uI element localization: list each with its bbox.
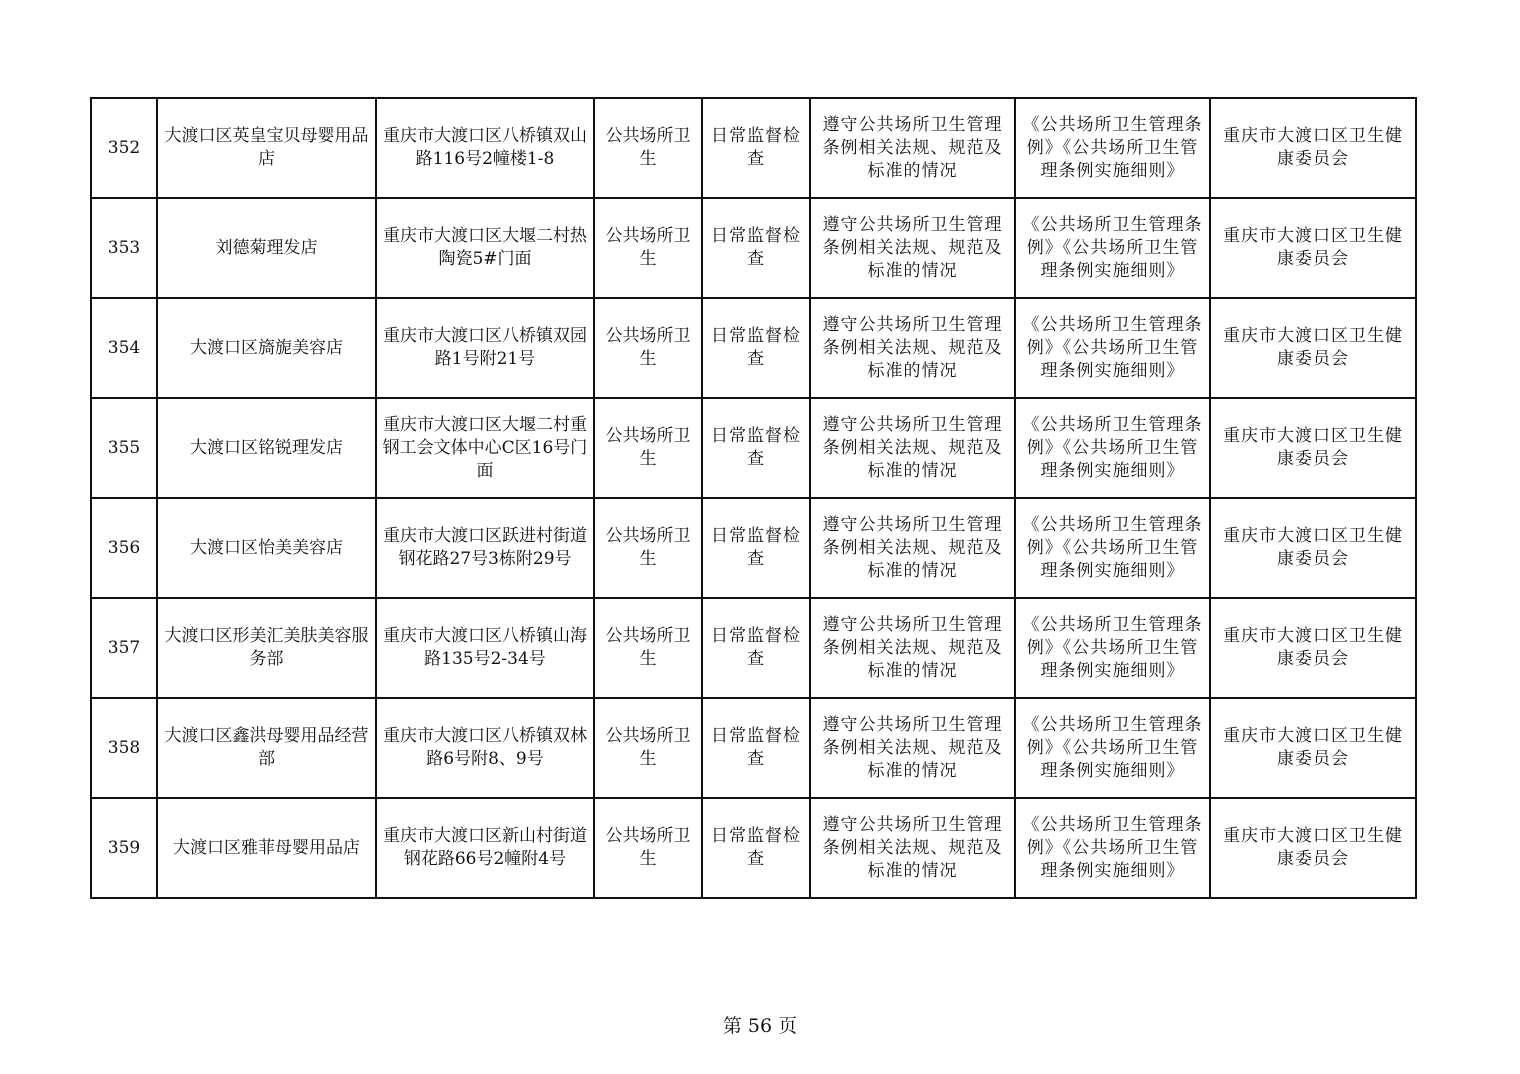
inspection-method-cell: 日常监督检查	[702, 398, 810, 498]
establishment-address-cell: 重庆市大渡口区新山村街道钢花路66号2幢附4号	[376, 798, 594, 898]
establishment-address-cell: 重庆市大渡口区跃进村街道钢花路27号3栋附29号	[376, 498, 594, 598]
inspection-category-cell: 公共场所卫生	[594, 298, 702, 398]
inspecting-authority-cell: 重庆市大渡口区卫生健康委员会	[1210, 98, 1416, 198]
legal-basis-cell: 《公共场所卫生管理条例》《公共场所卫生管理条例实施细则》	[1015, 598, 1210, 698]
inspection-category-cell: 公共场所卫生	[594, 98, 702, 198]
inspection-method-cell: 日常监督检查	[702, 198, 810, 298]
establishment-name-cell: 大渡口区鑫洪母婴用品经营部	[157, 698, 376, 798]
row-number-cell: 353	[91, 198, 157, 298]
establishment-name-cell: 大渡口区形美汇美肤美容服务部	[157, 598, 376, 698]
table-row	[91, 298, 1416, 398]
inspecting-authority-cell: 重庆市大渡口区卫生健康委员会	[1210, 798, 1416, 898]
row-number-cell: 358	[91, 698, 157, 798]
inspection-method-cell: 日常监督检查	[702, 298, 810, 398]
establishment-address-cell: 重庆市大渡口区大堰二村重钢工会文体中心C区16号门面	[376, 398, 594, 498]
establishment-name-cell: 大渡口区雅菲母婴用品店	[157, 798, 376, 898]
inspection-content-cell: 遵守公共场所卫生管理条例相关法规、规范及标准的情况	[810, 498, 1015, 598]
inspection-method-cell: 日常监督检查	[702, 598, 810, 698]
table-row	[91, 798, 1416, 898]
table-row	[91, 698, 1416, 798]
inspection-category-cell: 公共场所卫生	[594, 498, 702, 598]
inspection-method-cell: 日常监督检查	[702, 98, 810, 198]
establishment-address-cell: 重庆市大渡口区八桥镇山海路135号2-34号	[376, 598, 594, 698]
inspection-method-cell: 日常监督检查	[702, 798, 810, 898]
establishment-address-cell: 重庆市大渡口区八桥镇双林路6号附8、9号	[376, 698, 594, 798]
inspection-content-cell: 遵守公共场所卫生管理条例相关法规、规范及标准的情况	[810, 198, 1015, 298]
table-body	[91, 98, 1416, 898]
inspection-content-cell: 遵守公共场所卫生管理条例相关法规、规范及标准的情况	[810, 598, 1015, 698]
inspecting-authority-cell: 重庆市大渡口区卫生健康委员会	[1210, 398, 1416, 498]
legal-basis-cell: 《公共场所卫生管理条例》《公共场所卫生管理条例实施细则》	[1015, 398, 1210, 498]
table-row	[91, 498, 1416, 598]
establishment-address-cell: 重庆市大渡口区八桥镇双山路116号2幢楼1-8	[376, 98, 594, 198]
inspection-category-cell: 公共场所卫生	[594, 698, 702, 798]
row-number-cell: 356	[91, 498, 157, 598]
table-row	[91, 598, 1416, 698]
inspecting-authority-cell: 重庆市大渡口区卫生健康委员会	[1210, 698, 1416, 798]
inspection-category-cell: 公共场所卫生	[594, 198, 702, 298]
legal-basis-cell: 《公共场所卫生管理条例》《公共场所卫生管理条例实施细则》	[1015, 698, 1210, 798]
inspecting-authority-cell: 重庆市大渡口区卫生健康委员会	[1210, 498, 1416, 598]
establishment-address-cell: 重庆市大渡口区大堰二村热陶瓷5#门面	[376, 198, 594, 298]
inspection-category-cell: 公共场所卫生	[594, 798, 702, 898]
row-number-cell: 352	[91, 98, 157, 198]
inspecting-authority-cell: 重庆市大渡口区卫生健康委员会	[1210, 598, 1416, 698]
inspection-content-cell: 遵守公共场所卫生管理条例相关法规、规范及标准的情况	[810, 298, 1015, 398]
establishment-name-cell: 大渡口区铭锐理发店	[157, 398, 376, 498]
inspection-category-cell: 公共场所卫生	[594, 598, 702, 698]
records-table	[90, 97, 1417, 899]
establishment-name-cell: 大渡口区旖旎美容店	[157, 298, 376, 398]
establishment-name-cell: 刘德菊理发店	[157, 198, 376, 298]
row-number-cell: 354	[91, 298, 157, 398]
establishment-name-cell: 大渡口区英皇宝贝母婴用品店	[157, 98, 376, 198]
legal-basis-cell: 《公共场所卫生管理条例》《公共场所卫生管理条例实施细则》	[1015, 198, 1210, 298]
legal-basis-cell: 《公共场所卫生管理条例》《公共场所卫生管理条例实施细则》	[1015, 98, 1210, 198]
row-number-cell: 355	[91, 398, 157, 498]
inspection-category-cell: 公共场所卫生	[594, 398, 702, 498]
legal-basis-cell: 《公共场所卫生管理条例》《公共场所卫生管理条例实施细则》	[1015, 498, 1210, 598]
legal-basis-cell: 《公共场所卫生管理条例》《公共场所卫生管理条例实施细则》	[1015, 298, 1210, 398]
establishment-address-cell: 重庆市大渡口区八桥镇双园路1号附21号	[376, 298, 594, 398]
inspection-content-cell: 遵守公共场所卫生管理条例相关法规、规范及标准的情况	[810, 398, 1015, 498]
table-row	[91, 398, 1416, 498]
row-number-cell: 359	[91, 798, 157, 898]
page-number: 第 56 页	[722, 1015, 798, 1037]
inspection-method-cell: 日常监督检查	[702, 498, 810, 598]
row-number-cell: 357	[91, 598, 157, 698]
inspecting-authority-cell: 重庆市大渡口区卫生健康委员会	[1210, 298, 1416, 398]
inspecting-authority-cell: 重庆市大渡口区卫生健康委员会	[1210, 198, 1416, 298]
establishment-name-cell: 大渡口区怡美美容店	[157, 498, 376, 598]
inspection-method-cell: 日常监督检查	[702, 698, 810, 798]
table-row	[91, 98, 1416, 198]
table-row	[91, 198, 1416, 298]
inspection-content-cell: 遵守公共场所卫生管理条例相关法规、规范及标准的情况	[810, 798, 1015, 898]
inspection-content-cell: 遵守公共场所卫生管理条例相关法规、规范及标准的情况	[810, 698, 1015, 798]
legal-basis-cell: 《公共场所卫生管理条例》《公共场所卫生管理条例实施细则》	[1015, 798, 1210, 898]
inspection-content-cell: 遵守公共场所卫生管理条例相关法规、规范及标准的情况	[810, 98, 1015, 198]
